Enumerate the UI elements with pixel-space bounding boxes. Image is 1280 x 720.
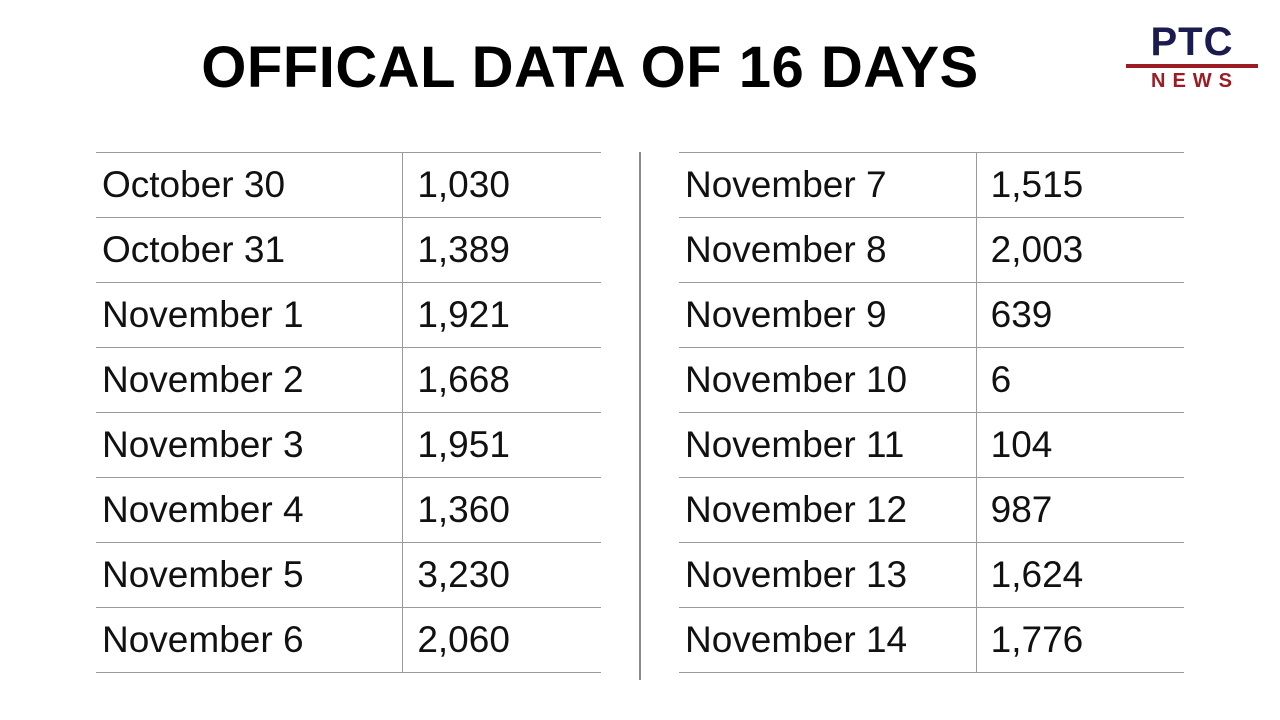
page-title: OFFICAL DATA OF 16 DAYS	[201, 35, 979, 100]
date-cell: November 2	[96, 348, 403, 413]
date-cell: November 11	[679, 413, 976, 478]
table-row	[96, 218, 601, 283]
date-cell: November 4	[96, 478, 403, 543]
table-column-left	[96, 152, 639, 680]
date-cell: November 3	[96, 413, 403, 478]
table-row	[96, 413, 601, 478]
count-cell: 6	[990, 359, 1012, 400]
table-row	[679, 218, 1184, 283]
data-table-right	[679, 152, 1184, 673]
date-cell: November 10	[679, 348, 976, 413]
data-table-left	[96, 152, 601, 673]
count-cell: 1,515	[990, 164, 1084, 205]
date-cell: November 6	[96, 608, 403, 673]
count-cell: 2,003	[990, 229, 1084, 270]
table-row	[679, 543, 1184, 608]
date-cell: November 5	[96, 543, 403, 608]
count-cell: 1,951	[417, 424, 510, 465]
table-column-right	[639, 152, 1184, 680]
table-row	[96, 348, 601, 413]
table-row	[679, 348, 1184, 413]
date-cell: November 9	[679, 283, 976, 348]
count-cell: 1,360	[417, 489, 510, 530]
ptc-news-logo	[1126, 22, 1258, 91]
table-row	[679, 153, 1184, 218]
count-cell: 987	[990, 489, 1053, 530]
count-cell: 2,060	[417, 619, 510, 660]
count-cell: 1,921	[417, 294, 510, 335]
table-row	[679, 283, 1184, 348]
table-row	[96, 608, 601, 673]
date-cell: October 31	[96, 218, 403, 283]
count-cell: 1,030	[417, 164, 510, 205]
count-cell: 3,230	[417, 554, 510, 595]
count-cell: 1,668	[417, 359, 510, 400]
table-row	[679, 413, 1184, 478]
count-cell: 1,389	[417, 229, 510, 270]
table-row	[96, 478, 601, 543]
logo-divider-bar	[1126, 64, 1258, 68]
table-row	[96, 283, 601, 348]
date-cell: November 14	[679, 608, 976, 673]
date-cell: November 8	[679, 218, 976, 283]
date-cell: November 13	[679, 543, 976, 608]
logo-primary-text: PTC	[1150, 20, 1234, 64]
count-cell: 1,624	[990, 554, 1084, 595]
date-cell: November 7	[679, 153, 976, 218]
logo-secondary-text: NEWS	[1151, 70, 1239, 92]
table-row	[96, 153, 601, 218]
data-tables	[96, 152, 1184, 680]
table-row	[96, 543, 601, 608]
header	[0, 0, 1280, 140]
count-cell: 104	[990, 424, 1053, 465]
count-cell: 639	[990, 294, 1053, 335]
date-cell: November 1	[96, 283, 403, 348]
date-cell: November 12	[679, 478, 976, 543]
count-cell: 1,776	[990, 619, 1084, 660]
table-row	[679, 478, 1184, 543]
date-cell: October 30	[96, 153, 403, 218]
table-row	[679, 608, 1184, 673]
